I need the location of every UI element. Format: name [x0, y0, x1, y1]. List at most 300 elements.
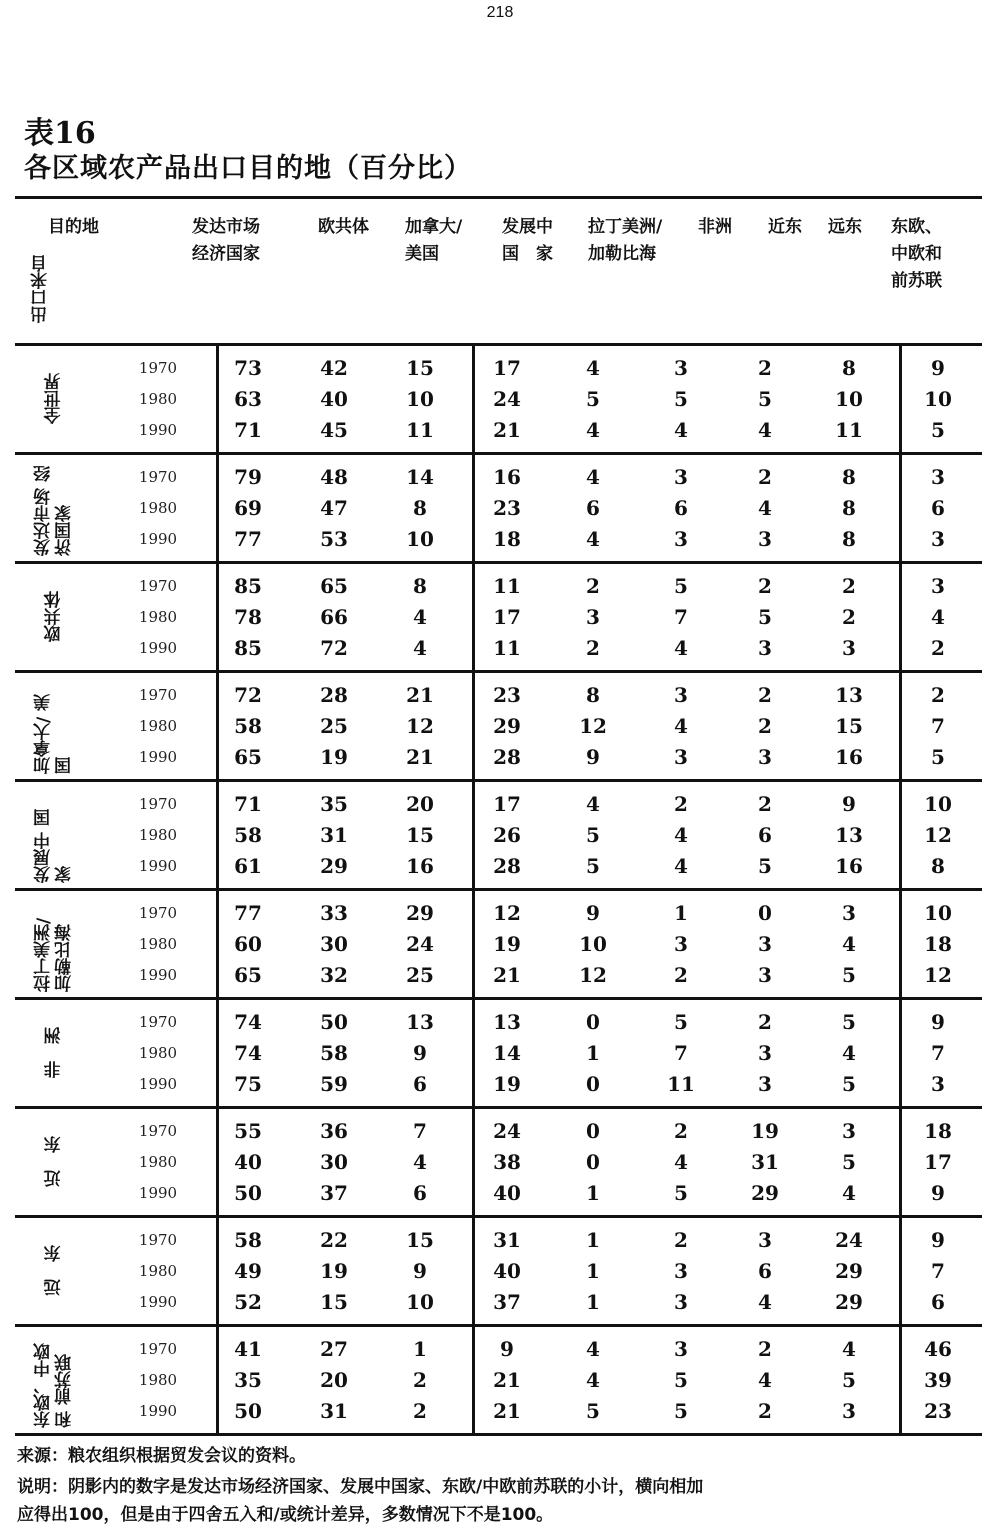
- row-year: 1980: [138, 1044, 178, 1062]
- row-year: 1970: [138, 1340, 178, 1358]
- cell-ec: 36: [320, 1119, 348, 1143]
- cell-dev_market: 58: [234, 1228, 262, 1252]
- cell-far_east: 4: [842, 932, 856, 956]
- cell-far_east: 13: [835, 823, 863, 847]
- cell-developing: 17: [493, 792, 521, 816]
- cell-far_east: 4: [842, 1181, 856, 1205]
- row-group-label: 远 东: [44, 1245, 65, 1296]
- cell-latam: 4: [586, 418, 600, 442]
- cell-ec: 37: [320, 1181, 348, 1205]
- cell-near_east: 6: [758, 823, 772, 847]
- cell-latam: 4: [586, 1337, 600, 1361]
- cell-far_east: 3: [842, 1399, 856, 1423]
- cell-far_east: 8: [842, 527, 856, 551]
- cell-can_us: 12: [406, 714, 434, 738]
- cell-eeurope: 9: [931, 1010, 945, 1034]
- explanation-note-line-2: 应得出100，但是由于四舍五入和/或统计差异，多数情况下不是100。: [17, 1505, 554, 1525]
- row-year: 1980: [138, 608, 178, 626]
- cell-far_east: 13: [835, 683, 863, 707]
- cell-ec: 15: [320, 1290, 348, 1314]
- cell-dev_market: 65: [234, 745, 262, 769]
- cell-africa: 2: [674, 1119, 688, 1143]
- cell-near_east: 2: [758, 792, 772, 816]
- column-header-latam-line-2: 加勒比海: [588, 244, 656, 264]
- cell-dev_market: 74: [234, 1010, 262, 1034]
- row-year: 1970: [138, 468, 178, 486]
- cell-near_east: 3: [758, 1072, 772, 1096]
- cell-far_east: 3: [842, 1119, 856, 1143]
- cell-ec: 22: [320, 1228, 348, 1252]
- cell-africa: 3: [674, 683, 688, 707]
- cell-dev_market: 40: [234, 1150, 262, 1174]
- cell-latam: 9: [586, 901, 600, 925]
- cell-eeurope: 12: [924, 963, 952, 987]
- cell-dev_market: 71: [234, 418, 262, 442]
- cell-ec: 20: [320, 1368, 348, 1392]
- cell-far_east: 2: [842, 605, 856, 629]
- row-year: 1990: [138, 1184, 178, 1202]
- cell-can_us: 10: [406, 387, 434, 411]
- group-separator-rule: [15, 1106, 982, 1109]
- cell-eeurope: 3: [931, 527, 945, 551]
- cell-developing: 40: [493, 1181, 521, 1205]
- group-separator-rule: [15, 1215, 982, 1218]
- cell-can_us: 29: [406, 901, 434, 925]
- cell-ec: 27: [320, 1337, 348, 1361]
- row-year: 1970: [138, 904, 178, 922]
- cell-africa: 4: [674, 823, 688, 847]
- cell-africa: 5: [674, 1181, 688, 1205]
- cell-can_us: 7: [413, 1119, 427, 1143]
- cell-far_east: 8: [842, 356, 856, 380]
- cell-can_us: 10: [406, 1290, 434, 1314]
- cell-developing: 28: [493, 745, 521, 769]
- cell-near_east: 4: [758, 1368, 772, 1392]
- cell-dev_market: 73: [234, 356, 262, 380]
- cell-dev_market: 63: [234, 387, 262, 411]
- row-year: 1980: [138, 499, 178, 517]
- cell-dev_market: 77: [234, 527, 262, 551]
- cell-ec: 53: [320, 527, 348, 551]
- cell-dev_market: 55: [234, 1119, 262, 1143]
- cell-near_east: 3: [758, 636, 772, 660]
- cell-near_east: 31: [751, 1150, 779, 1174]
- cell-africa: 4: [674, 1150, 688, 1174]
- cell-can_us: 8: [413, 574, 427, 598]
- cell-far_east: 3: [842, 901, 856, 925]
- cell-dev_market: 85: [234, 636, 262, 660]
- cell-can_us: 20: [406, 792, 434, 816]
- cell-dev_market: 52: [234, 1290, 262, 1314]
- cell-africa: 2: [674, 963, 688, 987]
- cell-developing: 21: [493, 1368, 521, 1392]
- column-header-dev_market-line-2: 经济国家: [192, 244, 260, 264]
- row-year: 1990: [138, 966, 178, 984]
- column-header-dev_market-line-1: 发达市场: [192, 217, 260, 237]
- row-year: 1990: [138, 639, 178, 657]
- cell-near_east: 2: [758, 1337, 772, 1361]
- cell-dev_market: 65: [234, 963, 262, 987]
- cell-near_east: 5: [758, 387, 772, 411]
- cell-dev_market: 78: [234, 605, 262, 629]
- cell-latam: 5: [586, 854, 600, 878]
- cell-far_east: 5: [842, 1368, 856, 1392]
- cell-near_east: 4: [758, 496, 772, 520]
- cell-can_us: 4: [413, 1150, 427, 1174]
- cell-can_us: 9: [413, 1259, 427, 1283]
- cell-can_us: 15: [406, 1228, 434, 1252]
- explanation-note-line-1: 说明：阴影内的数字是发达市场经济国家、发展中国家、东欧/中欧前苏联的小计，横向相加: [17, 1477, 704, 1497]
- row-group-label: 非 洲: [44, 1027, 65, 1078]
- cell-dev_market: 72: [234, 683, 262, 707]
- cell-developing: 37: [493, 1290, 521, 1314]
- cell-latam: 1: [586, 1228, 600, 1252]
- cell-developing: 13: [493, 1010, 521, 1034]
- cell-dev_market: 49: [234, 1259, 262, 1283]
- row-group-label: 拉丁美洲/ 加勒比海: [34, 917, 75, 992]
- row-group-label: 发达市场 经济国家: [34, 465, 75, 556]
- cell-ec: 45: [320, 418, 348, 442]
- cell-can_us: 13: [406, 1010, 434, 1034]
- group-separator-rule: [15, 670, 982, 673]
- table-bottom-rule: [15, 1433, 982, 1436]
- row-group-label: 全世界: [44, 373, 65, 424]
- cell-dev_market: 71: [234, 792, 262, 816]
- cell-africa: 2: [674, 1228, 688, 1252]
- cell-eeurope: 6: [931, 1290, 945, 1314]
- cell-far_east: 11: [835, 418, 863, 442]
- column-header-near_east-line-1: 近东: [768, 217, 802, 237]
- cell-near_east: 3: [758, 963, 772, 987]
- cell-far_east: 9: [842, 792, 856, 816]
- cell-eeurope: 7: [931, 714, 945, 738]
- cell-latam: 6: [586, 496, 600, 520]
- cell-far_east: 16: [835, 745, 863, 769]
- cell-dev_market: 58: [234, 714, 262, 738]
- cell-eeurope: 9: [931, 356, 945, 380]
- cell-ec: 72: [320, 636, 348, 660]
- group-separator-rule: [15, 888, 982, 891]
- cell-developing: 38: [493, 1150, 521, 1174]
- cell-can_us: 25: [406, 963, 434, 987]
- cell-latam: 12: [579, 714, 607, 738]
- cell-latam: 4: [586, 792, 600, 816]
- row-year: 1970: [138, 1231, 178, 1249]
- cell-ec: 66: [320, 605, 348, 629]
- cell-ec: 50: [320, 1010, 348, 1034]
- row-year: 1970: [138, 1013, 178, 1031]
- cell-far_east: 29: [835, 1259, 863, 1283]
- row-year: 1970: [138, 1122, 178, 1140]
- row-year: 1970: [138, 359, 178, 377]
- header-bottom-rule: [15, 343, 982, 346]
- cell-ec: 25: [320, 714, 348, 738]
- cell-near_east: 2: [758, 465, 772, 489]
- group-separator-rule: [15, 561, 982, 564]
- cell-dev_market: 41: [234, 1337, 262, 1361]
- cell-developing: 12: [493, 901, 521, 925]
- cell-near_east: 3: [758, 1041, 772, 1065]
- column-header-can_us-line-2: 美国: [405, 244, 439, 264]
- row-year: 1970: [138, 577, 178, 595]
- cell-ec: 30: [320, 932, 348, 956]
- cell-dev_market: 77: [234, 901, 262, 925]
- cell-far_east: 4: [842, 1337, 856, 1361]
- cell-near_east: 2: [758, 574, 772, 598]
- cell-can_us: 15: [406, 356, 434, 380]
- cell-far_east: 24: [835, 1228, 863, 1252]
- cell-near_east: 2: [758, 683, 772, 707]
- cell-ec: 58: [320, 1041, 348, 1065]
- group-separator-rule: [15, 997, 982, 1000]
- cell-developing: 23: [493, 683, 521, 707]
- cell-can_us: 21: [406, 683, 434, 707]
- cell-africa: 3: [674, 1337, 688, 1361]
- cell-far_east: 10: [835, 387, 863, 411]
- cell-can_us: 14: [406, 465, 434, 489]
- cell-far_east: 2: [842, 574, 856, 598]
- cell-developing: 28: [493, 854, 521, 878]
- cell-developing: 21: [493, 1399, 521, 1423]
- cell-eeurope: 4: [931, 605, 945, 629]
- cell-developing: 18: [493, 527, 521, 551]
- cell-developing: 26: [493, 823, 521, 847]
- cell-eeurope: 18: [924, 932, 952, 956]
- cell-developing: 29: [493, 714, 521, 738]
- cell-latam: 0: [586, 1010, 600, 1034]
- cell-africa: 3: [674, 527, 688, 551]
- cell-dev_market: 85: [234, 574, 262, 598]
- cell-dev_market: 75: [234, 1072, 262, 1096]
- cell-developing: 17: [493, 605, 521, 629]
- cell-latam: 4: [586, 527, 600, 551]
- divider-left: [216, 344, 219, 1434]
- cell-near_east: 3: [758, 527, 772, 551]
- cell-latam: 4: [586, 1368, 600, 1392]
- cell-near_east: 5: [758, 605, 772, 629]
- cell-latam: 5: [586, 1399, 600, 1423]
- group-separator-rule: [15, 779, 982, 782]
- cell-far_east: 8: [842, 465, 856, 489]
- cell-can_us: 16: [406, 854, 434, 878]
- cell-ec: 28: [320, 683, 348, 707]
- column-header-ec-line-1: 欧共体: [318, 217, 369, 237]
- cell-can_us: 6: [413, 1072, 427, 1096]
- cell-eeurope: 2: [931, 683, 945, 707]
- row-year: 1990: [138, 421, 178, 439]
- cell-eeurope: 6: [931, 496, 945, 520]
- cell-latam: 2: [586, 574, 600, 598]
- cell-latam: 0: [586, 1150, 600, 1174]
- cell-latam: 5: [586, 387, 600, 411]
- cell-africa: 5: [674, 1399, 688, 1423]
- cell-near_east: 4: [758, 1290, 772, 1314]
- page-number: 218: [486, 4, 514, 21]
- cell-dev_market: 69: [234, 496, 262, 520]
- cell-can_us: 9: [413, 1041, 427, 1065]
- cell-eeurope: 3: [931, 574, 945, 598]
- cell-developing: 11: [493, 636, 521, 660]
- column-header-eeurope-line-2: 中欧和: [891, 244, 942, 264]
- divider-middle: [472, 344, 475, 1434]
- cell-latam: 0: [586, 1072, 600, 1096]
- cell-eeurope: 7: [931, 1259, 945, 1283]
- cell-near_east: 2: [758, 714, 772, 738]
- column-header-developing-line-1: 发展中: [502, 217, 553, 237]
- cell-eeurope: 10: [924, 387, 952, 411]
- divider-right: [899, 344, 902, 1434]
- cell-developing: 17: [493, 356, 521, 380]
- cell-eeurope: 46: [924, 1337, 952, 1361]
- cell-developing: 21: [493, 418, 521, 442]
- cell-africa: 3: [674, 932, 688, 956]
- row-year: 1980: [138, 1371, 178, 1389]
- cell-latam: 4: [586, 465, 600, 489]
- cell-eeurope: 23: [924, 1399, 952, 1423]
- cell-eeurope: 9: [931, 1228, 945, 1252]
- cell-near_east: 3: [758, 932, 772, 956]
- cell-africa: 4: [674, 418, 688, 442]
- cell-africa: 7: [674, 605, 688, 629]
- cell-ec: 29: [320, 854, 348, 878]
- cell-latam: 5: [586, 823, 600, 847]
- cell-can_us: 10: [406, 527, 434, 551]
- row-group-label: 东欧、中欧和 前苏联: [34, 1343, 75, 1428]
- row-group-label: 发展中 国 家: [34, 792, 75, 883]
- cell-latam: 3: [586, 605, 600, 629]
- cell-dev_market: 74: [234, 1041, 262, 1065]
- cell-africa: 1: [674, 901, 688, 925]
- cell-ec: 31: [320, 823, 348, 847]
- cell-africa: 3: [674, 1290, 688, 1314]
- cell-ec: 30: [320, 1150, 348, 1174]
- row-year: 1980: [138, 717, 178, 735]
- cell-developing: 14: [493, 1041, 521, 1065]
- cell-near_east: 29: [751, 1181, 779, 1205]
- row-year: 1980: [138, 390, 178, 408]
- cell-ec: 31: [320, 1399, 348, 1423]
- row-group-label: 加拿大/ 美 国: [34, 676, 75, 774]
- cell-latam: 8: [586, 683, 600, 707]
- row-year: 1970: [138, 686, 178, 704]
- cell-far_east: 15: [835, 714, 863, 738]
- cell-can_us: 24: [406, 932, 434, 956]
- cell-africa: 5: [674, 1368, 688, 1392]
- row-year: 1980: [138, 935, 178, 953]
- column-header-developing-line-2: 国 家: [502, 244, 553, 264]
- cell-eeurope: 2: [931, 636, 945, 660]
- cell-africa: 3: [674, 465, 688, 489]
- cell-dev_market: 50: [234, 1181, 262, 1205]
- cell-eeurope: 18: [924, 1119, 952, 1143]
- cell-ec: 19: [320, 1259, 348, 1283]
- cell-eeurope: 39: [924, 1368, 952, 1392]
- cell-far_east: 4: [842, 1041, 856, 1065]
- cell-eeurope: 12: [924, 823, 952, 847]
- table-title: 各区域农产品出口目的地（百分比）: [24, 153, 472, 184]
- cell-near_east: 0: [758, 901, 772, 925]
- cell-can_us: 1: [413, 1337, 427, 1361]
- cell-can_us: 8: [413, 496, 427, 520]
- row-group-label: 近 东: [44, 1136, 65, 1187]
- cell-africa: 4: [674, 714, 688, 738]
- cell-ec: 40: [320, 387, 348, 411]
- row-year: 1970: [138, 795, 178, 813]
- group-separator-rule: [15, 452, 982, 455]
- cell-latam: 2: [586, 636, 600, 660]
- cell-ec: 59: [320, 1072, 348, 1096]
- cell-latam: 1: [586, 1181, 600, 1205]
- cell-africa: 4: [674, 854, 688, 878]
- cell-ec: 35: [320, 792, 348, 816]
- cell-can_us: 4: [413, 605, 427, 629]
- cell-eeurope: 10: [924, 792, 952, 816]
- cell-africa: 7: [674, 1041, 688, 1065]
- cell-far_east: 5: [842, 1010, 856, 1034]
- cell-eeurope: 5: [931, 418, 945, 442]
- row-year: 1980: [138, 1262, 178, 1280]
- row-year: 1990: [138, 530, 178, 548]
- cell-developing: 24: [493, 387, 521, 411]
- column-header-eeurope-line-3: 前苏联: [891, 271, 942, 291]
- cell-africa: 5: [674, 387, 688, 411]
- cell-dev_market: 35: [234, 1368, 262, 1392]
- cell-dev_market: 60: [234, 932, 262, 956]
- cell-latam: 1: [586, 1041, 600, 1065]
- cell-eeurope: 10: [924, 901, 952, 925]
- cell-ec: 47: [320, 496, 348, 520]
- cell-latam: 4: [586, 356, 600, 380]
- cell-developing: 19: [493, 932, 521, 956]
- cell-eeurope: 5: [931, 745, 945, 769]
- row-year: 1990: [138, 1402, 178, 1420]
- cell-far_east: 5: [842, 1072, 856, 1096]
- column-header-eeurope-line-1: 东欧、: [891, 217, 942, 237]
- cell-ec: 32: [320, 963, 348, 987]
- cell-dev_market: 58: [234, 823, 262, 847]
- cell-latam: 1: [586, 1290, 600, 1314]
- cell-eeurope: 3: [931, 1072, 945, 1096]
- cell-africa: 2: [674, 792, 688, 816]
- cell-near_east: 19: [751, 1119, 779, 1143]
- cell-eeurope: 9: [931, 1181, 945, 1205]
- cell-far_east: 16: [835, 854, 863, 878]
- cell-ec: 42: [320, 356, 348, 380]
- cell-developing: 16: [493, 465, 521, 489]
- cell-near_east: 2: [758, 356, 772, 380]
- column-header-can_us-line-1: 加拿大/: [405, 217, 463, 237]
- cell-eeurope: 17: [924, 1150, 952, 1174]
- cell-eeurope: 3: [931, 465, 945, 489]
- cell-far_east: 29: [835, 1290, 863, 1314]
- cell-ec: 48: [320, 465, 348, 489]
- cell-far_east: 5: [842, 1150, 856, 1174]
- row-year: 1990: [138, 748, 178, 766]
- row-group-label: 欧共体: [44, 591, 65, 642]
- cell-can_us: 2: [413, 1368, 427, 1392]
- cell-dev_market: 50: [234, 1399, 262, 1423]
- row-year: 1990: [138, 1293, 178, 1311]
- cell-developing: 9: [500, 1337, 514, 1361]
- row-year: 1980: [138, 1153, 178, 1171]
- source-note: 来源：粮农组织根据贸发会议的资料。: [17, 1446, 306, 1466]
- cell-africa: 5: [674, 1010, 688, 1034]
- cell-ec: 33: [320, 901, 348, 925]
- column-header-latam-line-1: 拉丁美洲/: [588, 217, 663, 237]
- cell-africa: 5: [674, 574, 688, 598]
- cell-ec: 65: [320, 574, 348, 598]
- cell-can_us: 21: [406, 745, 434, 769]
